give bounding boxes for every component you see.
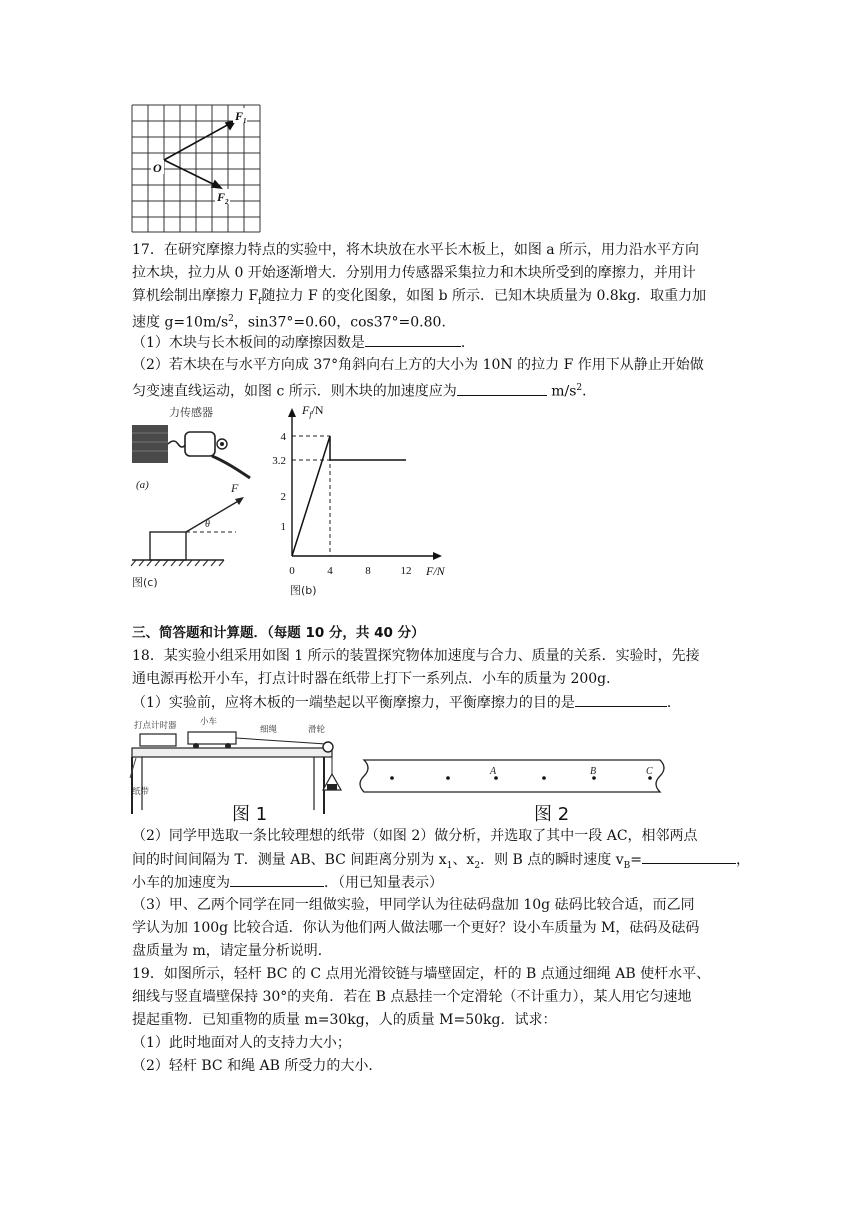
friction-chart	[268, 400, 446, 600]
wood-block	[132, 425, 168, 463]
svg-text:F1: $F_1$	[235, 109, 247, 125]
svg-text:F2: $F_2$	[217, 190, 229, 206]
q18-part-1: （1）实验前，应将木板的一端垫起以平衡摩擦力，平衡摩擦力的目的是 ．	[132, 692, 681, 713]
point-a: A	[490, 766, 497, 777]
force-f-label: F	[231, 481, 239, 495]
origin-label: O	[153, 161, 162, 175]
force-grid-figure	[131, 104, 267, 236]
q19-line-3: 提起重物．已知重物的质量 m=30kg，人的质量 M=50kg．试求：	[132, 1012, 557, 1028]
tape-label: 纸带	[132, 787, 150, 797]
y-tick-label: 1	[280, 521, 286, 533]
y-tick-label: 3.2	[272, 455, 286, 467]
q17-line-3: 算机绘制出摩擦力 $F_f$随拉力 F 的变化图象，如图 b 所示．已知木块质量为 0.8kg．取重力加	[132, 288, 707, 307]
q18-line-2: 通电源再松开小车，打点计时器在纸带上打下一系列点．小车的质量为 200g．	[132, 671, 621, 687]
y-tick-label: 4	[280, 431, 286, 443]
figure-b-label: 图(b)	[290, 584, 317, 597]
q18-part-2-line-3: 小车的加速度为 ．（用已知量表示）	[132, 872, 443, 893]
f1-arrow	[164, 123, 231, 160]
car-label: 小车	[200, 717, 218, 727]
q18-part-3-line-2: 学认为加 100g 比较合适．你认为他们两人做法哪一个更好？设小车质量为 M，砝码及砝码	[132, 920, 700, 936]
figure-a-c	[128, 400, 278, 600]
answer-blank[interactable]	[230, 872, 324, 887]
x-tick-label: 12	[400, 565, 412, 577]
q17-part-2-line-2: 匀变速直线运动，如图 c 所示．则木块的加速度应为 $m/s^2$．	[132, 378, 596, 402]
q17-part-2-line-1: （2）若木块在与水平方向成 37°角斜向右上方的大小为 10N 的拉力 F 作用下从静止开始做	[132, 357, 704, 373]
q18-part-3-line-3: 盘质量为 m，请定量分析说明．	[132, 943, 332, 959]
q17-line-1: 17．在研究摩擦力特点的实验中，将木块放在水平长木板上，如图 a 所示，用力沿水平方向	[132, 242, 700, 258]
q18-part-3-line-1: （3）甲、乙两个同学在同一组做实验，甲同学认为往砝码盘加 10g 砝码比较合适，而乙同	[132, 897, 695, 913]
q19-line-2: 细线与竖直墙壁保持 30°的夹角．若在 B 点悬挂一个定滑轮（不计重力），某人用它匀速地	[132, 989, 692, 1005]
block-c	[150, 532, 186, 560]
figure-1-caption: 图 1	[232, 804, 268, 825]
label-a: (a)	[136, 479, 149, 491]
sensor-label: 力传感器	[169, 406, 213, 419]
q19-line-1: 19．如图所示，轻杆 BC 的 C 点用光滑铰链与墙壁固定，杆的 B 点通过细绳 AB 使杆水平、	[132, 966, 711, 982]
y-tick-label: 2	[280, 491, 286, 503]
figure-2-tape	[356, 750, 672, 802]
force-sensor	[185, 432, 215, 456]
f2-label: F	[217, 190, 226, 204]
friction-series-line	[292, 436, 406, 556]
answer-blank[interactable]	[365, 332, 461, 347]
y-axis-label: $F_f/N$	[302, 403, 324, 419]
q19-part-2: （2）轻杆 BC 和绳 AB 所受力的大小．	[132, 1058, 383, 1074]
f1-label: F	[235, 109, 244, 123]
q17-part-1: （1）木块与长木板间的动摩擦因数是 ．	[132, 332, 475, 353]
figure-2-caption: 图 2	[534, 804, 570, 825]
answer-blank[interactable]	[457, 381, 547, 396]
answer-blank[interactable]	[575, 692, 667, 707]
q19-part-1: （1）此时地面对人的支持力大小；	[132, 1035, 351, 1051]
theta-label: θ	[205, 519, 210, 530]
point-c: C	[646, 766, 653, 777]
timer-label: 打点计时器	[134, 721, 177, 731]
f2-arrow	[164, 160, 217, 186]
x-tick-label: 4	[327, 565, 333, 577]
q17-line-2: 拉木块，拉力从 0 开始逐渐增大．分别用力传感器采集拉力和木块所受到的摩擦力，并用计	[132, 265, 696, 281]
label-c: 图(c)	[132, 576, 158, 589]
pulley-label: 滑轮	[308, 725, 326, 735]
x-axis-label: F/N	[426, 564, 445, 578]
section-3-title: 三、简答题和计算题．（每题 10 分，共 40 分）	[132, 625, 425, 641]
rope-label: 细绳	[260, 725, 278, 735]
answer-blank[interactable]	[642, 849, 736, 864]
x-tick-label: 0	[289, 565, 295, 577]
point-b: B	[590, 766, 597, 777]
q18-part-2-line-2: 间的时间间隔为 T．测量 AB、BC 间距离分别为 $x_1$、$x_2$．则 B 点的瞬时速度 $v_B=$ ，	[132, 849, 750, 876]
q18-line-1: 18．某实验小组采用如图 1 所示的装置探究物体加速度与合力、质量的关系．实验时，先接	[132, 648, 700, 664]
q17-line-4: 速度 $g=10m/s^2$，sin37°=0.60，cos37°=0.80．	[132, 314, 456, 331]
q18-part-2-line-1: （2）同学甲选取一条比较理想的纸带（如图 2）做分析，并选取了其中一段 AC，相邻两点	[132, 828, 698, 844]
x-tick-label: 8	[365, 565, 371, 577]
